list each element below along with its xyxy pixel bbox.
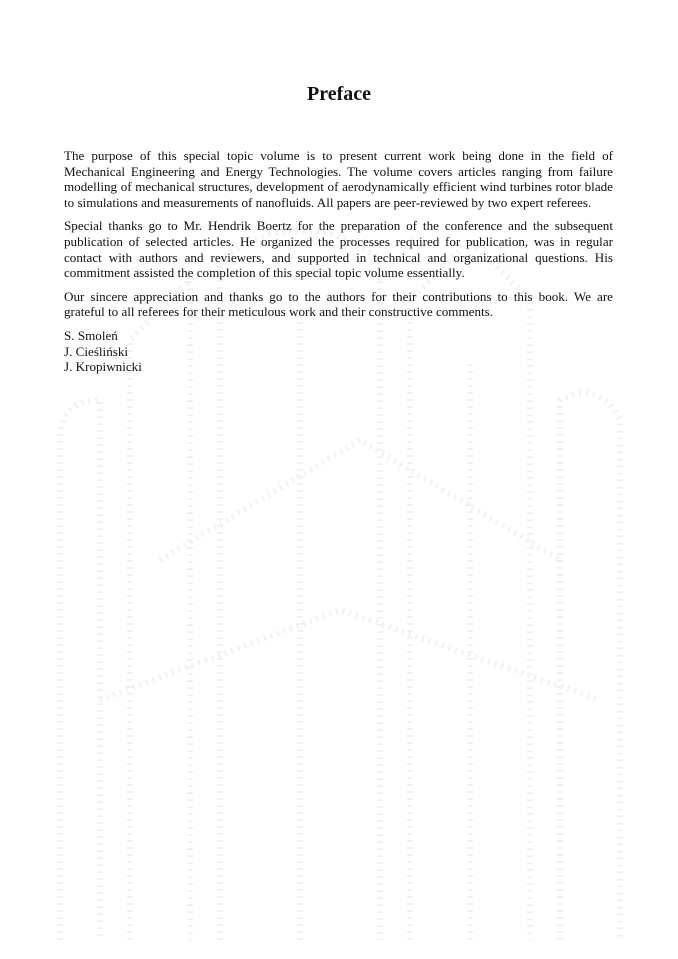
paragraph-thanks: Special thanks go to Mr. Hendrik Boertz for the preparation of the conference and the subsequent publication of selected articles. He organized the processes required for publication, was in regular contact with authors and reviewers, and supported in technical and organizational questions. His commitment assisted the completion of this special topic volume essentially. xyxy=(64,218,613,281)
signatory-name: J. Cieśliński xyxy=(64,343,129,359)
paragraph-purpose: The purpose of this special topic volume is to present current work being done in the field of Mechanical Engineering and Energy Technologies. The volume covers articles ranging from failure modelling of mechanical structures, development of aerodynamically efficient wind turbines rotor blade to simulations and measurements of nanofluids. All papers are peer-reviewed by two expert referees. xyxy=(64,148,613,210)
preface-body xyxy=(64,148,613,375)
signature-block xyxy=(64,328,613,375)
paragraph-appreciation: Our sincere appreciation and thanks go to the authors for their contributions to this book. We are grateful to all referees for their meticulous work and their constructive comments. xyxy=(64,288,613,320)
page-title: Preface xyxy=(306,83,372,105)
signatory-name: J. Kropiwnicki xyxy=(64,359,142,375)
signatory-name: S. Smoleń xyxy=(64,327,118,343)
